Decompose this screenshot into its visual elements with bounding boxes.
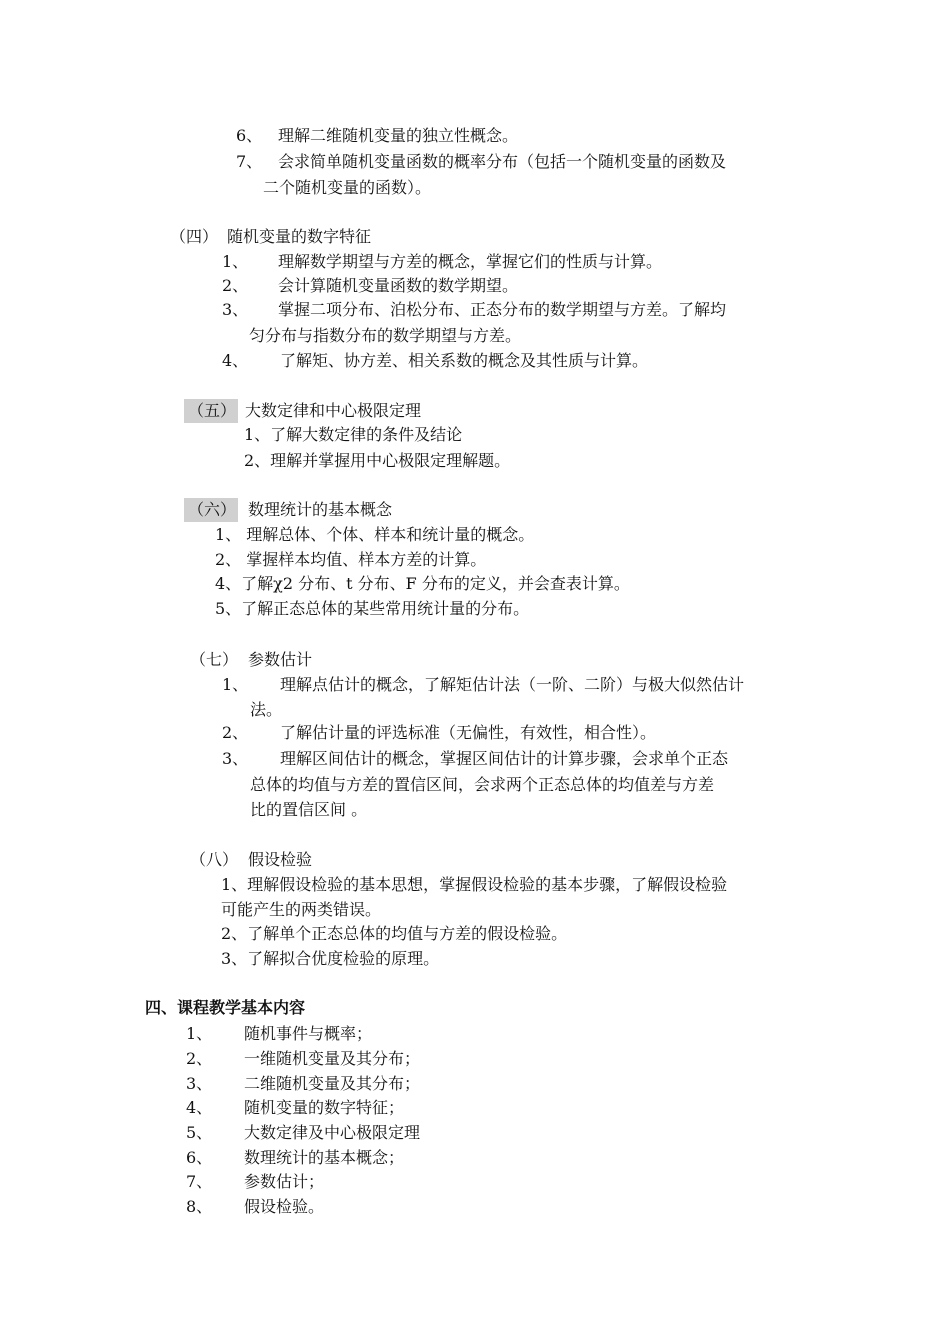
section-label: （四） (170, 227, 219, 246)
item-continuation: 总体的均值与方差的置信区间，会求两个正态总体的均值差与方差 (250, 775, 715, 794)
part-heading: 四、课程教学基本内容 (145, 998, 306, 1017)
list-item: 4、了解χ2 分布、t 分布、F 分布的定义，并会查表计算。 (215, 574, 630, 593)
section-title: 大数定律和中心极限定理 (245, 401, 422, 420)
section-label: （五） (184, 399, 238, 423)
section-title: 参数估计 (248, 650, 313, 669)
item-number: 7、 (186, 1172, 213, 1191)
item-text: 理解数学期望与方差的概念，掌握它们的性质与计算。 (278, 252, 663, 271)
item-number: 8、 (186, 1197, 213, 1216)
item-text: 理解区间估计的概念，掌握区间估计的计算步骤，会求单个正态 (280, 749, 729, 768)
list-item: 2、理解并掌握用中心极限定理解题。 (244, 451, 511, 470)
item-continuation: 二个随机变量的函数）。 (263, 178, 432, 197)
item-continuation: 可能产生的两类错误。 (221, 900, 382, 919)
item-text: 了解矩、协方差、相关系数的概念及其性质与计算。 (280, 351, 649, 370)
item-number: 1、 (222, 675, 249, 694)
item-number: 3、 (222, 749, 249, 768)
list-item: 1、 理解总体、个体、样本和统计量的概念。 (215, 525, 535, 544)
item-text: 会求简单随机变量函数的概率分布（包括一个随机变量的函数及 (278, 152, 727, 171)
section-title: 数理统计的基本概念 (248, 500, 393, 519)
item-number: 7、 (236, 152, 263, 171)
list-item: 5、了解正态总体的某些常用统计量的分布。 (215, 599, 530, 618)
item-number: 1、 (222, 252, 249, 271)
item-text: 数理统计的基本概念； (244, 1148, 405, 1167)
item-text: 理解二维随机变量的独立性概念。 (278, 126, 519, 145)
item-text: 一维随机变量及其分布； (244, 1049, 421, 1068)
item-number: 4、 (186, 1098, 213, 1117)
list-item: 1、了解大数定律的条件及结论 (244, 425, 463, 444)
section-title: 随机变量的数字特征 (227, 227, 372, 246)
list-item: 1、理解假设检验的基本思想，掌握假设检验的基本步骤，了解假设检验 (221, 875, 728, 894)
section-label: （七） (190, 650, 239, 669)
item-text: 理解点估计的概念，了解矩估计法（一阶、二阶）与极大似然估计 (280, 675, 745, 694)
section-label: （八） (190, 850, 239, 869)
item-number: 2、 (222, 276, 249, 295)
item-number: 3、 (222, 300, 249, 319)
item-text: 随机变量的数字特征； (244, 1098, 405, 1117)
item-number: 6、 (236, 126, 263, 145)
list-item: 3、了解拟合优度检验的原理。 (221, 949, 440, 968)
item-text: 假设检验。 (244, 1197, 325, 1216)
item-number: 1、 (186, 1024, 213, 1043)
item-number: 5、 (186, 1123, 213, 1142)
item-number: 3、 (186, 1074, 213, 1093)
list-item: 2、 掌握样本均值、样本方差的计算。 (215, 550, 487, 569)
list-item: 2、了解单个正态总体的均值与方差的假设检验。 (221, 924, 568, 943)
item-text: 掌握二项分布、泊松分布、正态分布的数学期望与方差。了解均 (278, 300, 727, 319)
item-text: 大数定律及中心极限定理 (244, 1123, 421, 1142)
section-label: （六） (184, 498, 238, 522)
item-continuation: 匀分布与指数分布的数学期望与方差。 (249, 326, 522, 345)
item-text: 随机事件与概率； (244, 1024, 373, 1043)
item-number: 4、 (222, 351, 249, 370)
item-continuation: 法。 (250, 700, 283, 719)
item-continuation: 比的置信区间 。 (250, 800, 368, 819)
item-number: 6、 (186, 1148, 213, 1167)
item-number: 2、 (222, 723, 249, 742)
item-text: 会计算随机变量函数的数学期望。 (278, 276, 519, 295)
item-number: 2、 (186, 1049, 213, 1068)
item-text: 参数估计； (244, 1172, 325, 1191)
section-title: 假设检验 (248, 850, 313, 869)
item-text: 了解估计量的评选标准（无偏性，有效性，相合性）。 (280, 723, 657, 742)
item-text: 二维随机变量及其分布； (244, 1074, 421, 1093)
